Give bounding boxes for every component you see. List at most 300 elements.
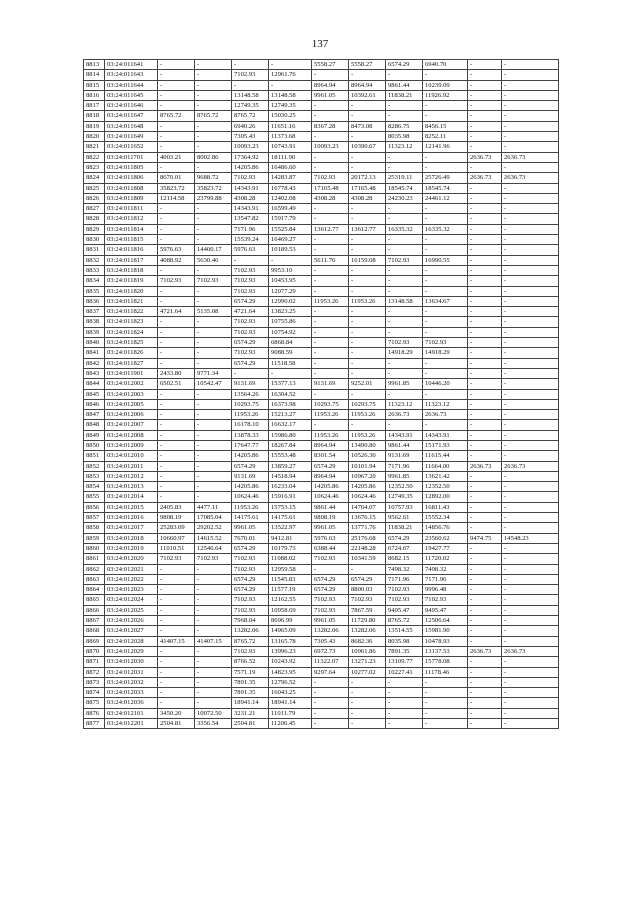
cell-col-4: 13522.97 <box>269 523 312 533</box>
cell-col-5: 6972.73 <box>312 646 349 656</box>
cell-col-9: - <box>468 420 502 430</box>
cell-col-1: 4721.64 <box>158 307 195 317</box>
cell-row-number: 8845 <box>84 389 105 399</box>
cell-col-4: 18267.84 <box>269 440 312 450</box>
cell-code: 03:24:012032 <box>105 677 158 687</box>
table-row <box>84 142 559 152</box>
cell-col-7: 14918.29 <box>386 348 423 358</box>
cell-col-8: 13137.53 <box>423 646 468 656</box>
cell-col-2: 3356.54 <box>195 719 232 729</box>
cell-col-4: 16233.04 <box>269 482 312 492</box>
cell-col-2: 10542.47 <box>195 379 232 389</box>
cell-col-8: 13634.67 <box>423 296 468 306</box>
table-row <box>84 389 559 399</box>
table-row <box>84 379 559 389</box>
cell-col-4: 11373.68 <box>269 132 312 142</box>
cell-col-7: 25319.11 <box>386 173 423 183</box>
cell-col-6: 10392.61 <box>349 90 386 100</box>
cell-col-10: - <box>502 121 559 131</box>
cell-col-1: 3450.20 <box>158 708 195 718</box>
cell-col-2: - <box>195 430 232 440</box>
cell-col-5: - <box>312 708 349 718</box>
cell-col-1: - <box>158 317 195 327</box>
cell-col-4: 14965.09 <box>269 626 312 636</box>
cell-col-8: 11323.12 <box>423 399 468 409</box>
cell-col-8: 12892.00 <box>423 492 468 502</box>
cell-row-number: 8857 <box>84 513 105 523</box>
cell-col-5: - <box>312 101 349 111</box>
cell-col-4: 11206.45 <box>269 719 312 729</box>
cell-code: 03:24:012019 <box>105 543 158 553</box>
cell-code: 03:24:011809 <box>105 193 158 203</box>
cell-col-2: 9771.34 <box>195 368 232 378</box>
cell-col-9: - <box>468 543 502 553</box>
cell-code: 03:24:011701 <box>105 152 158 162</box>
cell-col-7: 14343.91 <box>386 430 423 440</box>
cell-col-9: - <box>468 224 502 234</box>
cell-col-3: 14205.86 <box>232 451 269 461</box>
cell-col-5: - <box>312 368 349 378</box>
cell-col-5: - <box>312 317 349 327</box>
cell-code: 03:24:012025 <box>105 605 158 615</box>
table-row <box>84 482 559 492</box>
page-number: 137 <box>311 38 329 50</box>
cell-col-4: 11577.19 <box>269 585 312 595</box>
cell-col-9: - <box>468 492 502 502</box>
cell-col-2: - <box>195 585 232 595</box>
cell-col-8: 25726.49 <box>423 173 468 183</box>
cell-col-9: - <box>468 719 502 729</box>
cell-col-10: - <box>502 379 559 389</box>
cell-col-10: - <box>502 389 559 399</box>
cell-col-1: 8765.72 <box>158 111 195 121</box>
cell-col-9: - <box>468 451 502 461</box>
cell-code: 03:24:012017 <box>105 523 158 533</box>
cell-col-3: 7102.93 <box>232 276 269 286</box>
cell-col-3: 15539.24 <box>232 235 269 245</box>
cell-code: 03:24:011646 <box>105 101 158 111</box>
cell-col-1: - <box>158 162 195 172</box>
cell-col-6: 22148.28 <box>349 543 386 553</box>
cell-col-2: - <box>195 204 232 214</box>
cell-code: 03:24:011824 <box>105 327 158 337</box>
cell-col-1: 10660.97 <box>158 533 195 543</box>
cell-col-8: 23560.62 <box>423 533 468 543</box>
table-row <box>84 616 559 626</box>
cell-row-number: 8846 <box>84 399 105 409</box>
cell-col-5: 7102.93 <box>312 595 349 605</box>
cell-col-6: 9252.01 <box>349 379 386 389</box>
cell-col-9: - <box>468 513 502 523</box>
cell-col-2: 8002.86 <box>195 152 232 162</box>
cell-col-10: - <box>502 482 559 492</box>
cell-col-8: - <box>423 111 468 121</box>
cell-col-3: 10293.75 <box>232 399 269 409</box>
cell-col-2: - <box>195 688 232 698</box>
cell-row-number: 8863 <box>84 574 105 584</box>
cell-col-7: 6724.67 <box>386 543 423 553</box>
cell-col-3: 13282.06 <box>232 626 269 636</box>
cell-code: 03:24:011818 <box>105 265 158 275</box>
cell-col-1: 4003.21 <box>158 152 195 162</box>
cell-col-2: 5630.46 <box>195 255 232 265</box>
cell-col-3: 13564.26 <box>232 389 269 399</box>
cell-col-2: - <box>195 605 232 615</box>
cell-col-3: 6574.29 <box>232 585 269 595</box>
cell-col-1: 7102.93 <box>158 276 195 286</box>
cell-col-1: 41407.15 <box>158 636 195 646</box>
cell-col-6: 10624.46 <box>349 492 386 502</box>
cell-col-10: - <box>502 214 559 224</box>
cell-col-5: - <box>312 348 349 358</box>
cell-col-8: 7102.93 <box>423 338 468 348</box>
cell-row-number: 8832 <box>84 255 105 265</box>
cell-col-9: 2636.73 <box>468 173 502 183</box>
cell-col-8: 12506.64 <box>423 616 468 626</box>
cell-col-1: 5976.63 <box>158 245 195 255</box>
cell-col-4: 18111.90 <box>269 152 312 162</box>
cell-code: 03:24:012018 <box>105 533 158 543</box>
cell-col-6: - <box>349 152 386 162</box>
cell-col-3: 13148.58 <box>232 90 269 100</box>
cell-col-10: - <box>502 471 559 481</box>
cell-col-10: - <box>502 605 559 615</box>
cell-col-3: 8765.72 <box>232 111 269 121</box>
cell-col-10: - <box>502 513 559 523</box>
cell-col-6: - <box>349 698 386 708</box>
cell-col-10: - <box>502 451 559 461</box>
cell-col-5: - <box>312 70 349 80</box>
cell-col-4: 12959.58 <box>269 564 312 574</box>
cell-code: 03:24:011805 <box>105 162 158 172</box>
table-row <box>84 502 559 512</box>
cell-row-number: 8872 <box>84 667 105 677</box>
cell-code: 03:24:011901 <box>105 368 158 378</box>
cell-col-9: 2636.73 <box>468 646 502 656</box>
cell-col-8: - <box>423 708 468 718</box>
cell-col-2: 12546.64 <box>195 543 232 553</box>
cell-code: 03:24:012023 <box>105 585 158 595</box>
cell-col-7: 18545.74 <box>386 183 423 193</box>
cell-col-8: - <box>423 70 468 80</box>
cell-col-9: - <box>468 245 502 255</box>
table-row <box>84 451 559 461</box>
cell-col-6: - <box>349 245 386 255</box>
cell-col-7: 10227.41 <box>386 667 423 677</box>
cell-col-6: - <box>349 564 386 574</box>
cell-col-7: 7498.32 <box>386 564 423 574</box>
cell-col-4: 15030.25 <box>269 111 312 121</box>
cell-col-5: - <box>312 698 349 708</box>
cell-col-9: - <box>468 585 502 595</box>
cell-col-3: 7102.93 <box>232 646 269 656</box>
cell-col-9: - <box>468 132 502 142</box>
cell-col-5: 8301.54 <box>312 451 349 461</box>
cell-row-number: 8837 <box>84 307 105 317</box>
cell-col-7: - <box>386 204 423 214</box>
table-row <box>84 698 559 708</box>
cell-col-7: - <box>386 389 423 399</box>
cell-col-10: - <box>502 708 559 718</box>
cell-row-number: 8866 <box>84 605 105 615</box>
cell-col-7: - <box>386 214 423 224</box>
cell-col-7: 9562.61 <box>386 513 423 523</box>
cell-col-7: 16335.32 <box>386 224 423 234</box>
cell-code: 03:24:011648 <box>105 121 158 131</box>
cell-col-3: 13547.82 <box>232 214 269 224</box>
cell-col-8: 11615.44 <box>423 451 468 461</box>
cell-col-1: - <box>158 688 195 698</box>
cell-col-8: - <box>423 688 468 698</box>
cell-col-3: 10093.23 <box>232 142 269 152</box>
cell-col-5: - <box>312 688 349 698</box>
table-row <box>84 111 559 121</box>
table-row <box>84 595 559 605</box>
cell-col-2: - <box>195 90 232 100</box>
table-row <box>84 358 559 368</box>
cell-col-8: 12352.50 <box>423 482 468 492</box>
cell-col-9: - <box>468 379 502 389</box>
cell-col-4: 10179.73 <box>269 543 312 553</box>
cell-code: 03:24:012022 <box>105 574 158 584</box>
cell-col-7: - <box>386 162 423 172</box>
cell-col-8: - <box>423 677 468 687</box>
cell-col-5: 13612.77 <box>312 224 349 234</box>
table-row <box>84 80 559 90</box>
cell-col-9: - <box>468 204 502 214</box>
cell-col-6: 10390.67 <box>349 142 386 152</box>
cell-col-6: 8682.36 <box>349 636 386 646</box>
cell-col-5: 8367.28 <box>312 121 349 131</box>
cell-col-10: - <box>502 574 559 584</box>
cell-col-8: 15171.93 <box>423 440 468 450</box>
cell-col-8: 7102.93 <box>423 595 468 605</box>
cell-col-6: - <box>349 235 386 245</box>
cell-col-2: 7102.93 <box>195 554 232 564</box>
cell-col-8: - <box>423 152 468 162</box>
cell-code: 03:24:012016 <box>105 513 158 523</box>
cell-row-number: 8822 <box>84 152 105 162</box>
cell-row-number: 8859 <box>84 533 105 543</box>
cell-col-3: - <box>232 60 269 70</box>
cell-col-9: - <box>468 708 502 718</box>
cell-col-8: 16335.32 <box>423 224 468 234</box>
table-row <box>84 440 559 450</box>
table-row <box>84 255 559 265</box>
cell-col-4: 15986.80 <box>269 430 312 440</box>
cell-col-3: 2504.81 <box>232 719 269 729</box>
cell-col-3: 7670.01 <box>232 533 269 543</box>
cell-col-2: - <box>195 224 232 234</box>
table-row <box>84 214 559 224</box>
cell-code: 03:24:011644 <box>105 80 158 90</box>
cell-col-10: - <box>502 307 559 317</box>
cell-col-10: - <box>502 636 559 646</box>
cell-col-9: - <box>468 60 502 70</box>
cell-col-10: - <box>502 183 559 193</box>
cell-col-10: - <box>502 162 559 172</box>
cell-col-9: - <box>468 657 502 667</box>
table-row <box>84 585 559 595</box>
cell-col-6: 5558.27 <box>349 60 386 70</box>
cell-col-8: 16811.43 <box>423 502 468 512</box>
cell-col-7: 6574.29 <box>386 533 423 543</box>
table-row <box>84 132 559 142</box>
table-row <box>84 554 559 564</box>
table-row <box>84 327 559 337</box>
cell-col-2: - <box>195 677 232 687</box>
cell-col-5: 7102.93 <box>312 554 349 564</box>
cell-row-number: 8820 <box>84 132 105 142</box>
cell-col-3: 7891.35 <box>232 677 269 687</box>
cell-code: 03:24:012010 <box>105 451 158 461</box>
cell-col-5: 11953.26 <box>312 410 349 420</box>
table-row <box>84 543 559 553</box>
cell-col-9: - <box>468 389 502 399</box>
cell-col-7: - <box>386 70 423 80</box>
cell-col-6: - <box>349 265 386 275</box>
cell-col-2: - <box>195 616 232 626</box>
cell-col-8: 10478.93 <box>423 636 468 646</box>
table-row <box>84 513 559 523</box>
cell-col-6: 17165.48 <box>349 183 386 193</box>
cell-col-1: - <box>158 585 195 595</box>
cell-col-6: - <box>349 719 386 729</box>
cell-col-10: 2636.73 <box>502 152 559 162</box>
cell-col-1: - <box>158 471 195 481</box>
cell-col-10: - <box>502 420 559 430</box>
cell-col-5: 11953.26 <box>312 430 349 440</box>
table-row <box>84 152 559 162</box>
cell-col-10: - <box>502 719 559 729</box>
cell-col-9: - <box>468 471 502 481</box>
cell-col-3: 7891.35 <box>232 688 269 698</box>
cell-col-7: 11323.12 <box>386 399 423 409</box>
cell-col-8: - <box>423 265 468 275</box>
cell-col-6: - <box>349 327 386 337</box>
cell-col-2: - <box>195 162 232 172</box>
cell-code: 03:24:012003 <box>105 389 158 399</box>
cell-col-7: 8765.72 <box>386 616 423 626</box>
cell-col-9: - <box>468 605 502 615</box>
cell-col-5: 8964.94 <box>312 440 349 450</box>
cell-row-number: 8850 <box>84 440 105 450</box>
cell-col-8: - <box>423 368 468 378</box>
cell-col-8: - <box>423 214 468 224</box>
cell-col-1: - <box>158 358 195 368</box>
cell-col-5: 7102.93 <box>312 173 349 183</box>
cell-col-7: - <box>386 677 423 687</box>
cell-col-10: - <box>502 111 559 121</box>
cell-col-3: 6574.29 <box>232 358 269 368</box>
cell-col-6: 11953.26 <box>349 410 386 420</box>
cell-col-7: - <box>386 688 423 698</box>
cell-col-8: - <box>423 420 468 430</box>
cell-col-7: 12352.50 <box>386 482 423 492</box>
cell-col-8: 8252.11 <box>423 132 468 142</box>
cell-col-8: 11926.92 <box>423 90 468 100</box>
cell-col-3: 7968.04 <box>232 616 269 626</box>
cell-col-2: - <box>195 698 232 708</box>
cell-col-8: 6940.70 <box>423 60 468 70</box>
cell-code: 03:24:012020 <box>105 554 158 564</box>
cell-col-8: 8456.15 <box>423 121 468 131</box>
cell-col-1: - <box>158 492 195 502</box>
cell-col-9: - <box>468 183 502 193</box>
cell-col-6: 11953.26 <box>349 296 386 306</box>
cell-col-2: 4477.11 <box>195 502 232 512</box>
cell-col-5: 10624.46 <box>312 492 349 502</box>
cell-col-1: 6502.51 <box>158 379 195 389</box>
table-row <box>84 708 559 718</box>
cell-col-3: 7102.93 <box>232 286 269 296</box>
cell-col-10: - <box>502 657 559 667</box>
cell-col-10: - <box>502 399 559 409</box>
cell-col-3: 18941.14 <box>232 698 269 708</box>
cell-col-2: - <box>195 265 232 275</box>
cell-col-9: - <box>468 307 502 317</box>
cell-code: 03:24:011806 <box>105 173 158 183</box>
cell-col-10: 14548.23 <box>502 533 559 543</box>
cell-code: 03:24:011814 <box>105 224 158 234</box>
cell-col-4: 16469.27 <box>269 235 312 245</box>
cell-col-8: - <box>423 327 468 337</box>
cell-col-10: - <box>502 667 559 677</box>
cell-col-7: 10757.93 <box>386 502 423 512</box>
table-row <box>84 121 559 131</box>
cell-col-7: 7102.93 <box>386 338 423 348</box>
cell-col-9: - <box>468 348 502 358</box>
cell-col-9: - <box>468 90 502 100</box>
cell-col-7: 8035.98 <box>386 636 423 646</box>
cell-col-6: 6574.29 <box>349 574 386 584</box>
cell-col-6: 13271.23 <box>349 657 386 667</box>
cell-col-6: 7867.59 <box>349 605 386 615</box>
cell-col-1: - <box>158 657 195 667</box>
table-body <box>84 60 559 729</box>
cell-col-5: - <box>312 677 349 687</box>
cell-col-1: - <box>158 420 195 430</box>
cell-row-number: 8849 <box>84 430 105 440</box>
cell-col-10: - <box>502 60 559 70</box>
cell-code: 03:24:012015 <box>105 502 158 512</box>
cell-col-6: 4308.28 <box>349 193 386 203</box>
cell-col-4: 10754.92 <box>269 327 312 337</box>
cell-col-7: 7102.93 <box>386 595 423 605</box>
cell-col-3: 7102.93 <box>232 564 269 574</box>
cell-col-1: 35823.72 <box>158 183 195 193</box>
cell-row-number: 8873 <box>84 677 105 687</box>
cell-col-4: 12749.35 <box>269 101 312 111</box>
cell-col-10: - <box>502 286 559 296</box>
cell-col-10: - <box>502 410 559 420</box>
cell-code: 03:24:012029 <box>105 646 158 656</box>
cell-col-7: 8286.75 <box>386 121 423 131</box>
cell-col-4: 13859.27 <box>269 461 312 471</box>
cell-col-3: 16178.10 <box>232 420 269 430</box>
cell-col-10: - <box>502 317 559 327</box>
cell-col-4: 11011.79 <box>269 708 312 718</box>
cell-col-1: - <box>158 677 195 687</box>
cell-col-6: - <box>349 204 386 214</box>
cell-col-3: 5976.63 <box>232 245 269 255</box>
cell-col-10: - <box>502 358 559 368</box>
cell-col-6: 13612.77 <box>349 224 386 234</box>
cell-col-3: 17364.92 <box>232 152 269 162</box>
table-row <box>84 245 559 255</box>
cell-col-4: 14518.94 <box>269 471 312 481</box>
cell-col-5: 13282.06 <box>312 626 349 636</box>
